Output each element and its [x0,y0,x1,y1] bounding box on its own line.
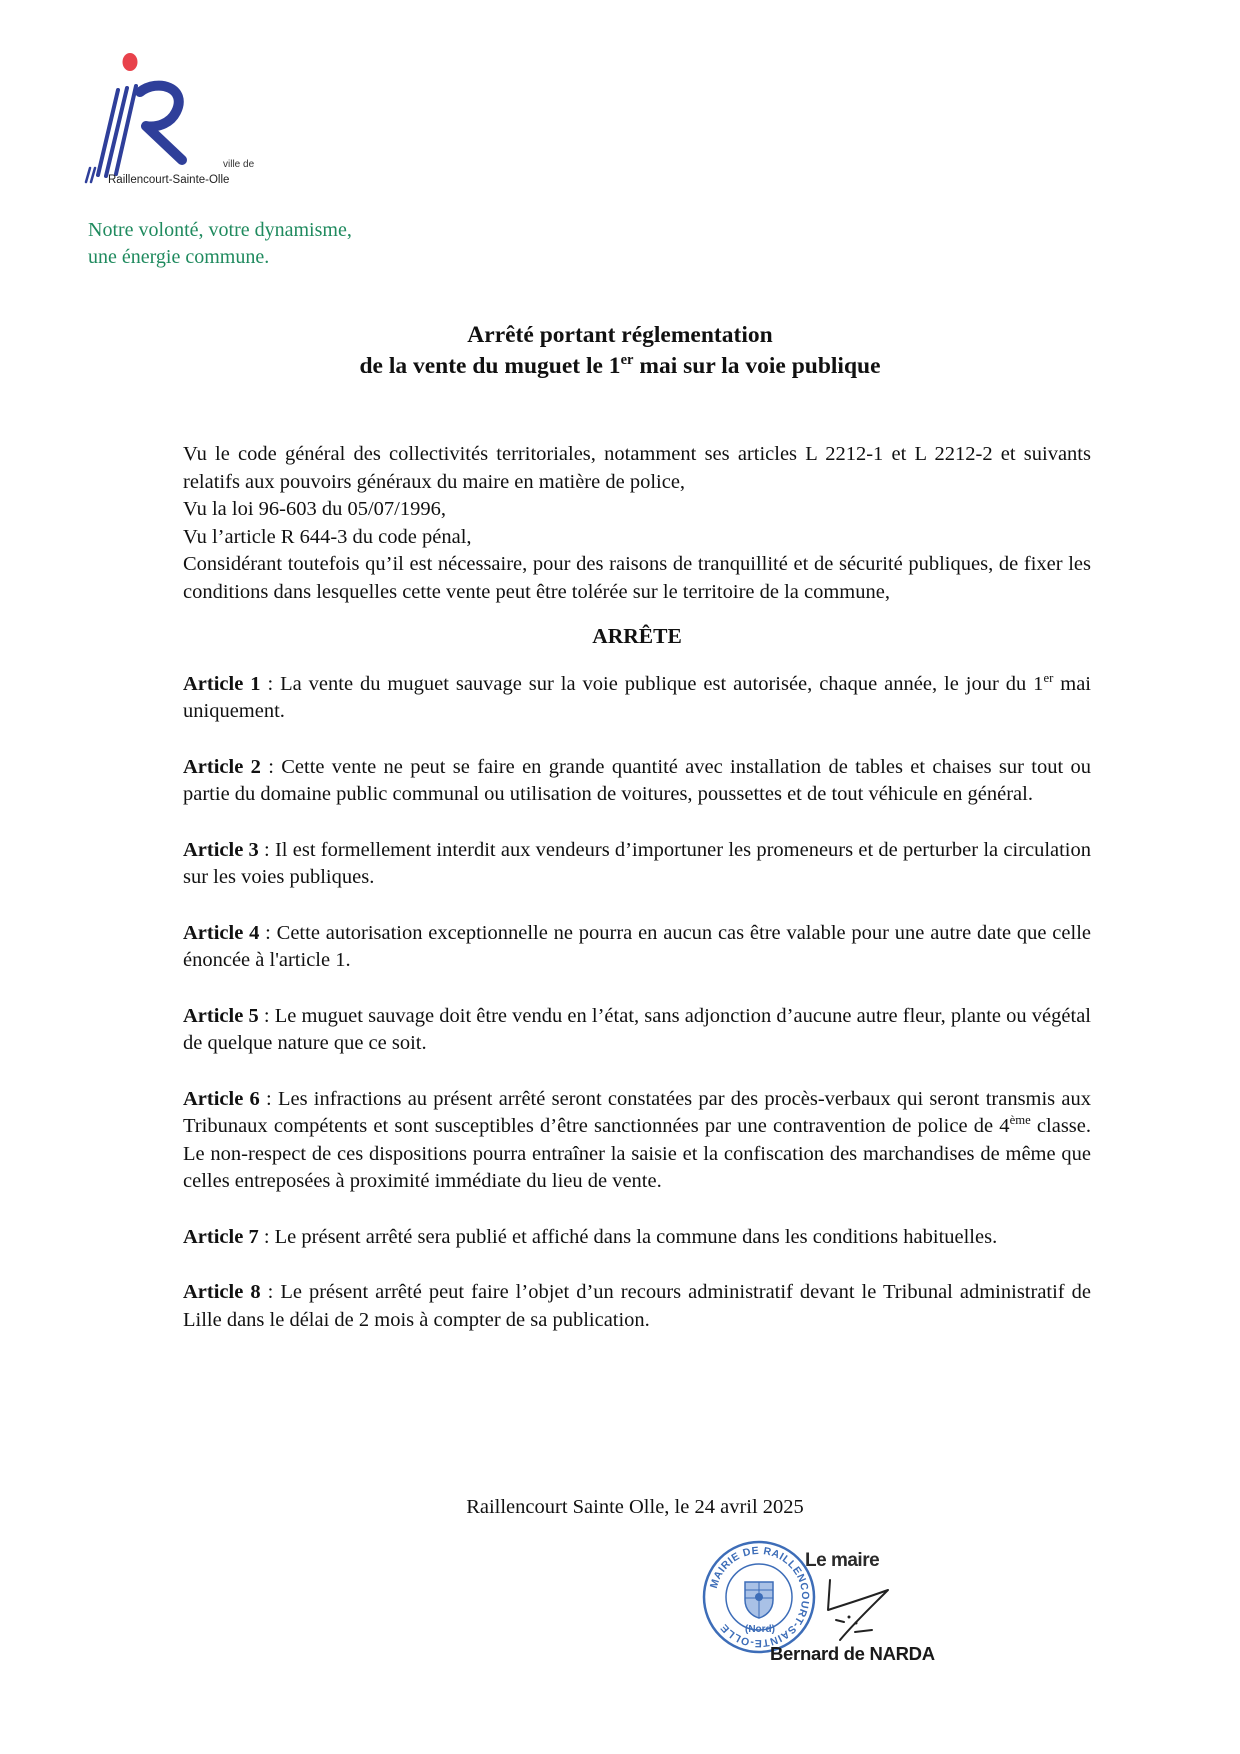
intro-line-considering: Considérant toutefois qu’il est nécessaire, pour des raisons de tranquillité et de sécurité publiques, de fixer les conditions dans lesquelles cette vente peut être tolérée sur le territoire de la commune, [183,553,1091,603]
article-6 [183,1086,1091,1196]
article-text: : Le présent arrêté peut faire l’objet d’un recours administratif devant le Tribunal administratif de Lille dans le délai de 2 mois à compter de sa publication. [183,1281,1091,1331]
article-1 [183,671,1091,726]
article-label: Article 2 [183,755,261,778]
article-text-end: mai uniquement. [183,672,1091,722]
article-5 [183,1003,1091,1058]
article-2 [183,754,1091,809]
article-text-end: classe. Le non-respect de ces dispositions pourra entraîner la saisie et la confiscation des marchandises de même que celles entreposées à proximité immédiate du lieu de vente. [183,1115,1091,1192]
signature-scribble-icon [800,1560,910,1650]
handwritten-signature [800,1560,910,1655]
mayor-title: Le maire [805,1550,880,1571]
article-text: : La vente du muguet sauvage sur la voie publique est autorisée, chaque année, le jour du 1 [260,672,1044,695]
intro-line-code: Vu le code général des collectivités territoriales, notamment ses articles L 2212-1 et L 2212-2 et suivants relatifs aux pouvoirs généraux du maire en matière de police, [183,443,1091,493]
motto-line-1: Notre volonté, votre dynamisme, [88,219,352,241]
article-label: Article 4 [183,921,260,944]
article-text: : Cette autorisation exceptionnelle ne pourra en aucun cas être valable pour une autre date que celle énoncée à l'article 1. [183,921,1091,971]
intro-paragraph [183,441,1091,606]
article-text: : Il est formellement interdit aux vendeurs d’importuner les promeneurs et de perturber la circulation sur les voies publiques. [183,838,1091,888]
stamp-region: (Nord) [745,1624,775,1635]
logo-prefix: ville de [223,159,255,170]
decree-heading: ARRÊTE [592,624,682,648]
article-superscript: er [1043,670,1054,685]
article-4 [183,920,1091,975]
place-and-date: Raillencourt Sainte Olle, le 24 avril 2025 [466,1496,804,1518]
article-label: Article 1 [183,672,261,695]
article-7 [183,1224,1091,1252]
title-line-2-end: mai sur la voie publique [633,353,881,379]
article-label: Article 5 [183,1004,259,1027]
article-text: : Le présent arrêté sera publié et affiché dans la commune dans les conditions habituelles. [258,1225,998,1248]
article-label: Article 8 [183,1281,261,1303]
svg-text:MAIRIE DE RAILLENCOURT-SAINTE-: MAIRIE DE RAILLENCOURT-SAINTE-OLLE [707,1544,812,1650]
town-logo-icon [78,50,198,185]
article-superscript: ème [1009,1113,1031,1128]
intro-line-law: Vu la loi 96-603 du 05/07/1996, [183,498,446,520]
intro-line-penal: Vu l’article R 644-3 du code pénal, [183,525,472,548]
article-label: Article 3 [183,838,259,861]
document-body [183,441,1091,1362]
town-logo [78,50,278,190]
title-line-2-start: de la vente du muguet le 1 [359,353,621,379]
article-text: : Le muguet sauvage doit être vendu en l’état, sans adjonction d’aucune autre fleur, plante ou végétal de quelque nature que ce soit. [183,1004,1091,1054]
title-line-1: Arrêté portant réglementation [467,322,773,348]
mayor-name: Bernard de NARDA [770,1643,935,1664]
logo-town-name: Raillencourt-Sainte-Olle [108,174,230,186]
article-text: : Les infractions au présent arrêté seront constatées par des procès-verbaux qui seront transmis aux Tribunaux compétents et sont susceptibles d’être sanctionnées par une contravention de police de 4 [183,1087,1091,1137]
title-line-2 [0,351,1240,382]
article-8 [183,1279,1091,1334]
article-label: Article 6 [183,1087,260,1110]
motto [88,217,352,271]
motto-line-2: une énergie commune. [88,246,270,268]
article-label: Article 7 [183,1225,259,1248]
title-superscript: er [620,352,634,369]
article-3 [183,837,1091,892]
article-text: : Cette vente ne peut se faire en grande quantité avec installation de tables et chaises sur tout ou partie du domaine public communal ou utilisation de voitures, poussettes et de tout véhicule en général. [183,755,1091,805]
document-title [0,320,1240,382]
